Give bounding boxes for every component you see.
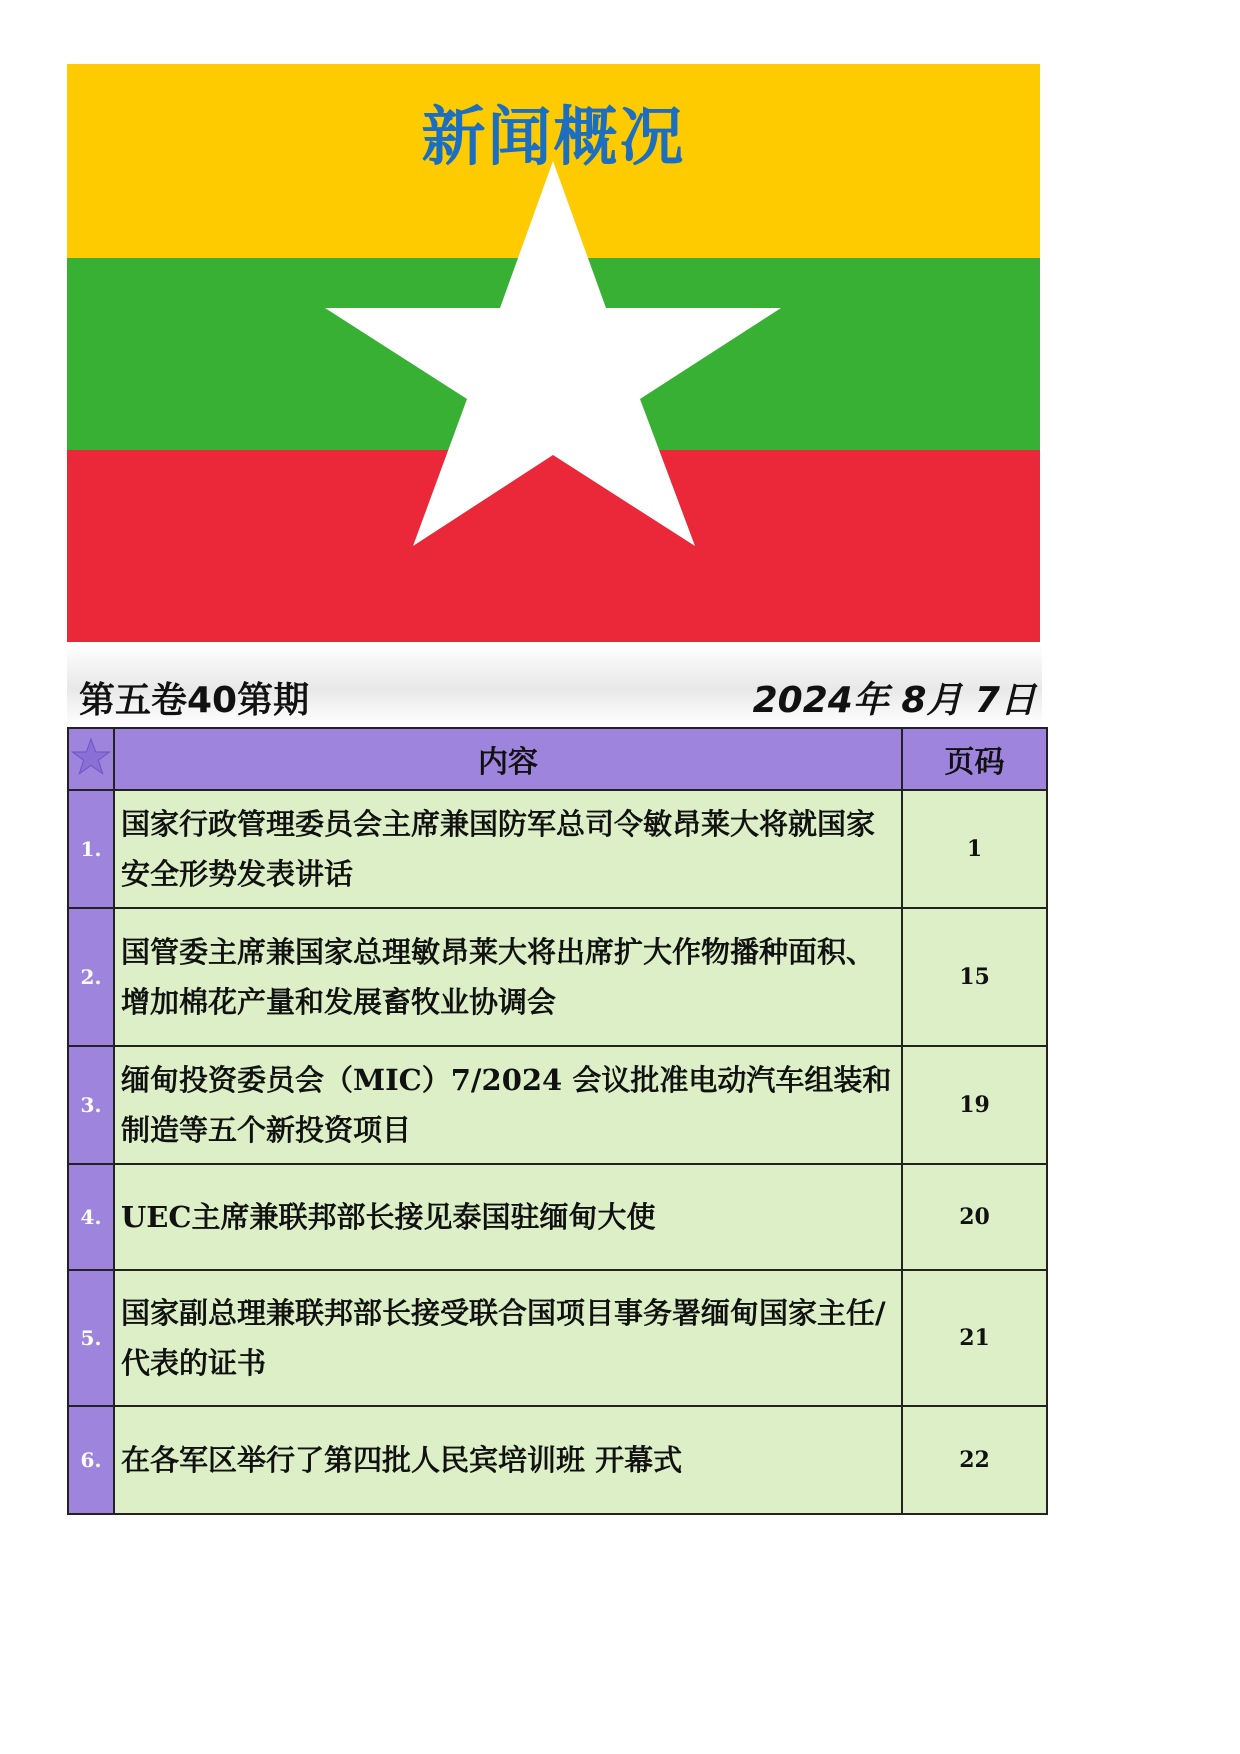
toc-row-title[interactable]: 国管委主席兼国家总理敏昂莱大将出席扩大作物播种面积、增加棉花产量和发展畜牧业协调会 [114,908,902,1046]
toc-row-number: 1. [68,790,114,908]
toc-row-page: 15 [902,908,1047,1046]
issue-date: 2024年 8月 7日 [752,680,1036,721]
toc-row-number: 2. [68,908,114,1046]
toc-row-number: 4. [68,1164,114,1270]
table-row[interactable] [68,1164,1047,1270]
toc-header-row [68,728,1047,790]
toc-header-page: 页码 [902,728,1047,790]
toc-header-star-cell [68,728,114,790]
toc-row-title[interactable]: UEC主席兼联邦部长接见泰国驻缅甸大使 [114,1164,902,1270]
toc-row-title[interactable]: 在各军区举行了第四批人民宾培训班 开幕式 [114,1406,902,1514]
table-row[interactable] [68,790,1047,908]
toc-row-title[interactable]: 国家副总理兼联邦部长接受联合国项目事务署缅甸国家主任/代表的证书 [114,1270,902,1406]
toc-row-page: 20 [902,1164,1047,1270]
toc-row-page: 22 [902,1406,1047,1514]
toc-row-title[interactable]: 缅甸投资委员会（MIC）7/2024 会议批准电动汽车组装和制造等五个新投资项目 [114,1046,902,1164]
toc-row-page: 1 [902,790,1047,908]
toc-row-title[interactable]: 国家行政管理委员会主席兼国防军总司令敏昂莱大将就国家安全形势发表讲话 [114,790,902,908]
toc-row-number: 3. [68,1046,114,1164]
toc-row-number: 6. [68,1406,114,1514]
myanmar-flag [67,64,1040,642]
table-row[interactable] [68,908,1047,1046]
table-row[interactable] [68,1406,1047,1514]
table-row[interactable] [68,1046,1047,1164]
star-icon [71,737,111,777]
toc-row-page: 21 [902,1270,1047,1406]
page-title: 新闻概况 [421,101,686,175]
table-row[interactable] [68,1270,1047,1406]
toc-header-content: 内容 [114,728,902,790]
toc-row-page: 19 [902,1046,1047,1164]
issue-number: 第五卷40第期 [79,680,310,721]
issue-bar [67,644,1042,726]
toc-row-number: 5. [68,1270,114,1406]
table-of-contents [67,727,1048,1515]
